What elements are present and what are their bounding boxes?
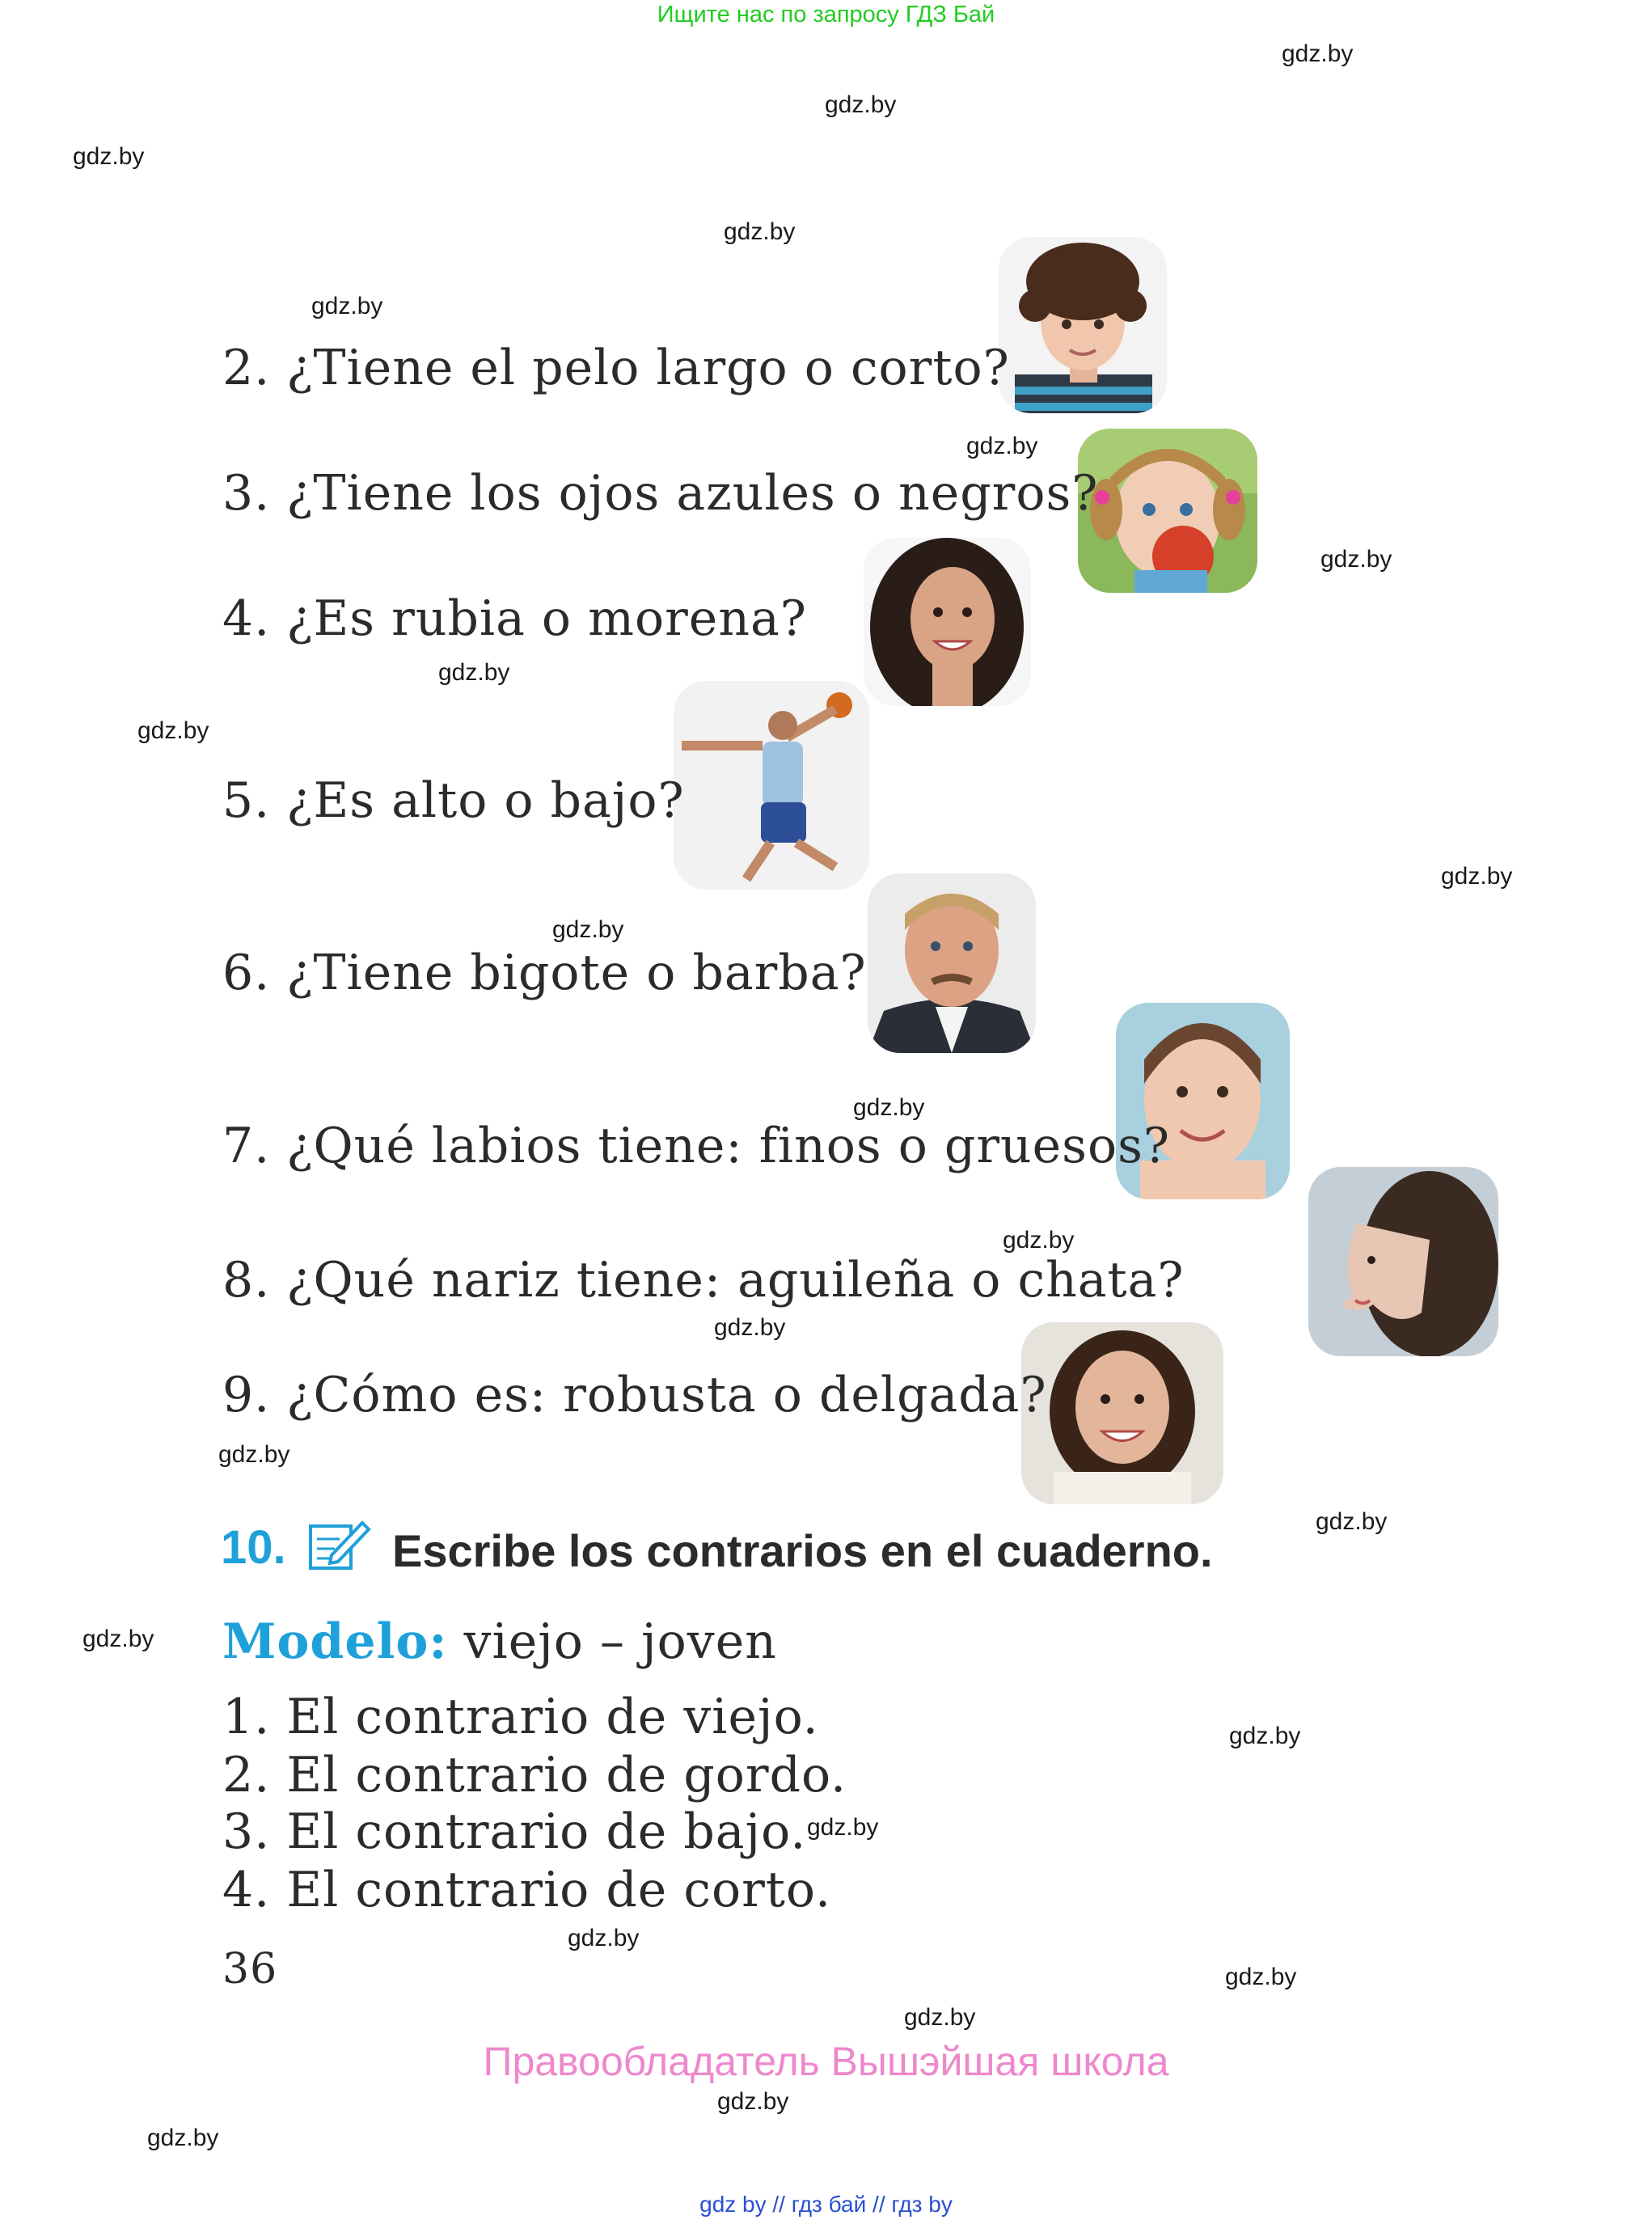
watermark: gdz.by <box>853 1094 925 1121</box>
photo-woman-profile <box>1308 1167 1498 1356</box>
exercise-title: Escribe los contrarios en el cuaderno. <box>392 1525 1213 1576</box>
exercise-item-1: 1. El contrario de viejo. <box>222 1689 819 1745</box>
question-2: 2. ¿Tiene el pelo largo o corto? <box>222 340 1010 396</box>
modelo-line <box>222 1613 777 1670</box>
page-number: 36 <box>222 1945 278 1994</box>
question-8: 8. ¿Qué nariz tiene: aguileña o chata? <box>222 1252 1185 1309</box>
photo-man-mustache <box>868 873 1036 1053</box>
watermark: gdz.by <box>966 433 1038 459</box>
question-3: 3. ¿Tiene los ojos azules o negros? <box>222 465 1099 522</box>
exercise-item-2: 2. El contrario de gordo. <box>222 1747 847 1803</box>
top-banner: Ищите нас по запросу ГДЗ Бай <box>657 2 995 27</box>
question-6: 6. ¿Tiene bigote o barba? <box>222 945 867 1001</box>
modelo-text: viejo – joven <box>447 1613 777 1670</box>
photo-young-woman <box>1021 1322 1223 1504</box>
watermark: gdz.by <box>717 2088 789 2115</box>
photo-girl-apple <box>1078 429 1257 593</box>
watermark: gdz.by <box>1282 40 1354 67</box>
watermark: gdz.by <box>311 293 383 319</box>
watermark: gdz.by <box>1229 1723 1301 1749</box>
watermark: gdz.by <box>825 91 897 118</box>
watermark: gdz.by <box>714 1314 786 1341</box>
bottom-links[interactable]: gdz by // гдз бай // гдз by <box>699 2192 953 2217</box>
question-9: 9. ¿Cómo es: robusta o delgada? <box>222 1367 1047 1423</box>
watermark: gdz.by <box>807 1814 879 1841</box>
question-4: 4. ¿Es rubia o morena? <box>222 590 807 647</box>
photo-woman-dark-hair <box>864 538 1031 706</box>
watermark: gdz.by <box>552 916 624 943</box>
exercise-item-4: 4. El contrario de corto. <box>222 1862 832 1918</box>
question-5: 5. ¿Es alto o bajo? <box>222 772 685 829</box>
question-7: 7. ¿Qué labios tiene: finos o gruesos? <box>222 1118 1171 1174</box>
watermark: gdz.by <box>1320 546 1392 573</box>
photo-boy-curly-hair <box>999 237 1167 413</box>
watermark: gdz.by <box>438 659 510 686</box>
modelo-label: Modelo: <box>222 1613 448 1670</box>
watermark: gdz.by <box>904 2004 976 2031</box>
watermark: gdz.by <box>218 1441 290 1468</box>
watermark: gdz.by <box>1225 1964 1297 1990</box>
pencil-notebook-icon <box>307 1516 372 1573</box>
rights-holder-footer: Правообладатель Вышэйшая школа <box>483 2039 1169 2084</box>
photo-basketball-player <box>674 681 869 890</box>
watermark: gdz.by <box>147 2125 219 2151</box>
watermark: gdz.by <box>1441 863 1513 890</box>
watermark: gdz.by <box>724 218 796 245</box>
exercise-item-3: 3. El contrario de bajo. <box>222 1803 807 1860</box>
exercise-number: 10. <box>221 1521 286 1574</box>
watermark: gdz.by <box>1316 1508 1388 1535</box>
watermark: gdz.by <box>1003 1227 1075 1254</box>
watermark: gdz.by <box>82 1626 154 1652</box>
watermark: gdz.by <box>137 717 209 744</box>
watermark: gdz.by <box>73 143 145 170</box>
watermark: gdz.by <box>568 1925 640 1951</box>
